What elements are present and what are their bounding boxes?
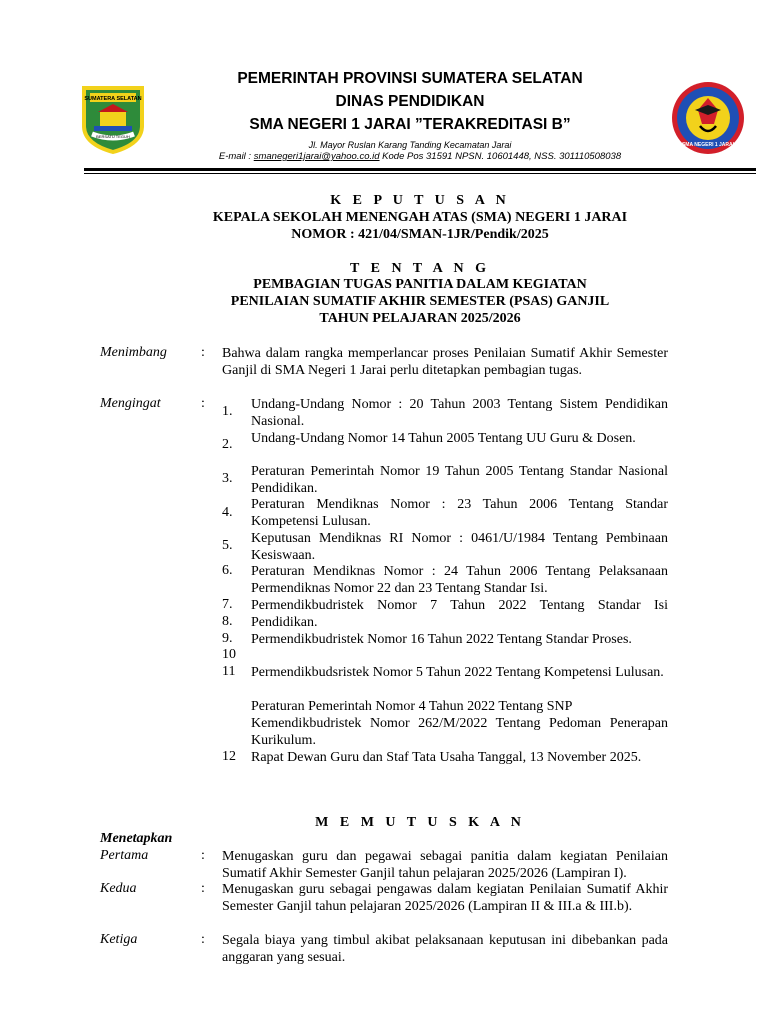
letterhead-address: Jl. Mayor Ruslan Karang Tanding Kecamatan Jarai [308,140,512,150]
letterhead-government: PEMERINTAH PROVINSI SUMATERA SELATAN [237,70,583,87]
subject-line-3: TAHUN PELAJARAN 2025/2026 [319,311,521,326]
legal-basis-item: Permendikbudristek Nomor 16 Tahun 2022 Tentang Standar Proses. [251,632,632,647]
item-number: 6. [222,563,233,578]
menimbang-text: Bahwa dalam rangka memperlancar proses Penilaian Sumatif Akhir Semester Ganjil di SMA Negeri 1 Jarai perlu ditetapkan pembagian tugas. [222,346,668,378]
legal-basis-item: Peraturan Mendiknas Nomor : 23 Tahun 2006 Tentang Standar Kompetensi Lulusan. [251,497,668,529]
decision-heading: K E P U T U S A N [330,193,510,208]
item-number: 1. [222,404,233,419]
legal-basis-item: Peraturan Pemerintah Nomor 4 Tahun 2022 Tentang SNP [251,699,573,714]
item-number: 4. [222,505,233,520]
subject-line-2: PENILAIAN SUMATIF AKHIR SEMESTER (PSAS) GANJIL [230,294,610,309]
letterhead-department: DINAS PENDIDIKAN [335,93,485,110]
legal-basis-item: Kemendikbudristek Nomor 262/M/2022 Tentang Pedoman Penerapan Kurikulum. [251,716,668,748]
item-number: 2. [222,437,233,452]
ketiga-colon: : [201,932,205,947]
memutuskan-heading: M E M U T U S K A N [315,815,525,830]
contact-suffix: Kode Pos 31591 NPSN. 10601448, NSS. 301110508038 [379,151,622,162]
item-number: 9. [222,631,233,646]
letterhead-divider-thick [84,168,756,171]
legal-basis-item: Undang-Undang Nomor 14 Tahun 2005 Tentang UU Guru & Dosen. [251,431,636,446]
item-number: 3. [222,471,233,486]
legal-basis-item: Permendikbudristek Nomor 7 Tahun 2022 Tentang Standar Isi Pendidikan. [251,598,668,630]
mengingat-colon: : [201,396,205,411]
mengingat-label: Mengingat [100,396,161,411]
legal-basis-item: Undang-Undang Nomor : 20 Tahun 2003 Tentang Sistem Pendidikan Nasional. [251,397,668,429]
item-number: 11 [222,664,236,679]
legal-basis-item: Permendikbudsristek Nomor 5 Tahun 2022 Tentang Kompetensi Lulusan. [251,665,664,680]
email-prefix: E-mail : [218,151,254,162]
ketiga-text: Segala biaya yang timbul akibat pelaksanaan keputusan ini dibebankan pada anggaran yang sesuai. [222,933,668,965]
about-heading: T E N T A N G [350,261,490,276]
legal-basis-item: Peraturan Pemerintah Nomor 19 Tahun 2005 Tentang Standar Nasional Pendidikan. [251,464,668,496]
letterhead-contact [180,151,660,162]
kedua-colon: : [201,881,205,896]
item-number: 12 [222,749,236,764]
decision-number: NOMOR : 421/04/SMAN-1JR/Pendik/2025 [291,227,549,242]
subject-line-1: PEMBAGIAN TUGAS PANITIA DALAM KEGIATAN [253,277,587,292]
pertama-label: Pertama [100,848,149,863]
legal-basis-item: Peraturan Mendiknas Nomor : 24 Tahun 2006 Tentang Pelaksanaan Permendiknas Nomor 22 dan 23 Tentang Standar Isi. [251,564,668,596]
letterhead-divider-thin [84,173,756,174]
item-number: 8. [222,614,233,629]
email-link[interactable]: smanegeri1jarai@yahoo.co.id [253,151,380,162]
school-emblem-logo [670,80,746,156]
item-number: 7. [222,597,233,612]
right-logo-text: SMA NEGERI 1 JARAI [681,142,735,148]
ketiga-label: Ketiga [100,932,138,947]
decision-issuer: KEPALA SEKOLAH MENENGAH ATAS (SMA) NEGERI 1 JARAI [212,210,628,225]
pertama-text: Menugaskan guru dan pegawai sebagai panitia dalam kegiatan Penilaian Sumatif Akhir Semester Ganjil tahun pelajaran 2025/2026 (Lampiran I). [222,849,668,881]
sumsel-emblem-logo [80,82,146,154]
menimbang-colon: : [201,345,205,360]
legal-basis-item: Keputusan Mendiknas RI Nomor : 0461/U/1984 Tentang Pembinaan Kesiswaan. [251,531,668,563]
item-number: 10 [222,647,236,662]
left-logo-bottom-text: BERSATU TEGUH [96,134,130,139]
left-logo-text: SUMATERA SELATAN [84,96,142,102]
kedua-label: Kedua [100,881,137,896]
item-number: 5. [222,538,233,553]
pertama-colon: : [201,848,205,863]
letterhead-school: SMA NEGERI 1 JARAI ”TERAKREDITASI B” [249,116,571,133]
kedua-text: Menugaskan guru sebagai pengawas dalam kegiatan Penilaian Sumatif Akhir Semester Ganjil tahun pelajaran 2025/2026 (Lampiran II & III.a & III.b). [222,882,668,914]
menetapkan-label: Menetapkan [100,831,173,846]
menimbang-label: Menimbang [100,345,167,360]
legal-basis-item: Rapat Dewan Guru dan Staf Tata Usaha Tanggal, 13 November 2025. [251,750,642,765]
